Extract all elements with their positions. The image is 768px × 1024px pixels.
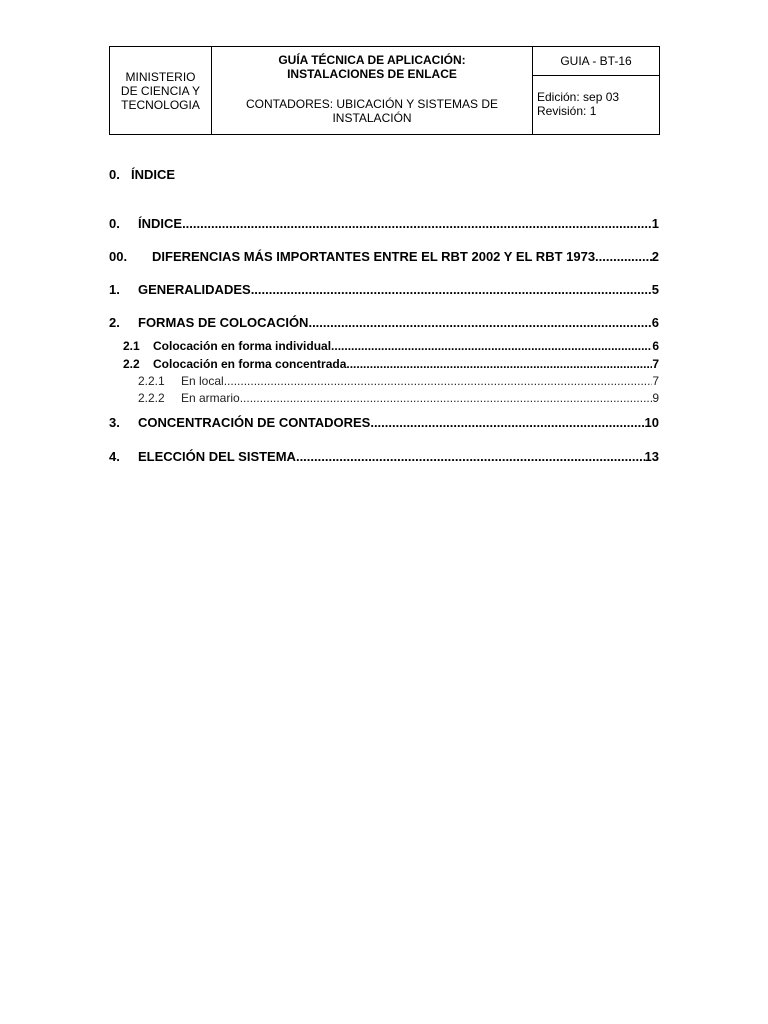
toc-leader (346, 357, 652, 371)
toc-entry[interactable] (109, 249, 659, 264)
toc-entry-number: 2. (109, 315, 120, 330)
toc-entry-label: Colocación en forma individual (153, 339, 332, 353)
toc-leader (240, 391, 653, 405)
toc-entry-number: 2.2 (123, 357, 140, 371)
toc-entry-label: FORMAS DE COLOCACIÓN (138, 315, 309, 330)
toc-entry-label: CONCENTRACIÓN DE CONTADORES (138, 415, 371, 430)
edition-date: Edición: sep 03 (537, 90, 620, 104)
index-heading-label: ÍNDICE (131, 167, 176, 182)
toc-entry-page: 10 (644, 415, 659, 430)
toc-entry-page: 1 (651, 216, 659, 231)
toc-entry[interactable] (109, 449, 659, 464)
toc-leader (251, 282, 652, 297)
toc-entry-page: 5 (651, 282, 659, 297)
ministry-line: MINISTERIO (125, 69, 196, 84)
index-heading-number: 0. (109, 167, 120, 182)
toc-leader (599, 249, 652, 264)
toc-entry[interactable] (138, 374, 659, 388)
toc-leader (182, 216, 652, 231)
edition-info (533, 76, 659, 118)
toc-entry-page: 7 (652, 374, 659, 388)
toc-entry[interactable] (109, 216, 659, 231)
toc-leader (331, 339, 652, 353)
document-header (109, 46, 660, 135)
toc-entry[interactable] (109, 315, 659, 330)
ministry-line: DE CIENCIA Y (120, 83, 201, 98)
code-cell (533, 47, 659, 134)
toc-entry-page: 2 (651, 249, 659, 264)
title-cell (212, 47, 533, 134)
guide-subtitle-line: INSTALACIÓN (332, 111, 412, 125)
revision-number: Revisión: 1 (537, 104, 597, 118)
toc-leader (370, 415, 644, 430)
toc-entry-page: 7 (652, 357, 659, 371)
guide-title (212, 53, 532, 81)
toc-entry-label: ÍNDICE (138, 216, 183, 231)
guide-title-line: INSTALACIONES DE ENLACE (287, 67, 457, 81)
toc-entry-label: GENERALIDADES (138, 282, 251, 297)
toc-entry-number: 2.1 (123, 339, 140, 353)
toc-leader (296, 449, 645, 464)
guide-title-line: GUÍA TÉCNICA DE APLICACIÓN: (278, 53, 466, 67)
toc-entry[interactable] (123, 339, 659, 353)
toc-entry-page: 9 (652, 391, 659, 405)
toc-entry-page: 6 (652, 339, 659, 353)
toc-entry-page: 6 (651, 315, 659, 330)
toc-entry[interactable] (109, 415, 659, 430)
toc-entry-number: 2.2.1 (138, 374, 165, 388)
toc-entry-number: 0. (109, 216, 120, 231)
toc-entry-number: 00. (109, 249, 128, 264)
guide-code: GUIA - BT-16 (533, 47, 659, 76)
toc-entry-number: 1. (109, 282, 120, 297)
toc-entry[interactable] (123, 357, 659, 371)
toc-entry-number: 2.2.2 (138, 391, 165, 405)
guide-subtitle (222, 97, 522, 125)
toc-entry-label: En armario (181, 391, 240, 405)
toc-entry-number: 3. (109, 415, 120, 430)
toc-entry[interactable] (138, 391, 659, 405)
toc-entry-number: 4. (109, 449, 120, 464)
toc-entry-label: Colocación en forma concentrada (153, 357, 347, 371)
toc-entry-label: ELECCIÓN DEL SISTEMA (138, 449, 296, 464)
ministry-line: TECNOLOGIA (121, 97, 200, 112)
ministry-cell (110, 47, 212, 134)
index-heading (109, 167, 175, 182)
toc-entry-page: 13 (644, 449, 659, 464)
guide-subtitle-line: CONTADORES: UBICACIÓN Y SISTEMAS DE (245, 97, 499, 111)
toc-leader (224, 374, 653, 388)
toc-entry-label: En local (181, 374, 224, 388)
toc-entry[interactable] (109, 282, 659, 297)
toc-leader (308, 315, 651, 330)
toc-entry-label: DIFERENCIAS MÁS IMPORTANTES ENTRE EL RBT 2002 Y EL RBT 1973. (152, 249, 599, 264)
